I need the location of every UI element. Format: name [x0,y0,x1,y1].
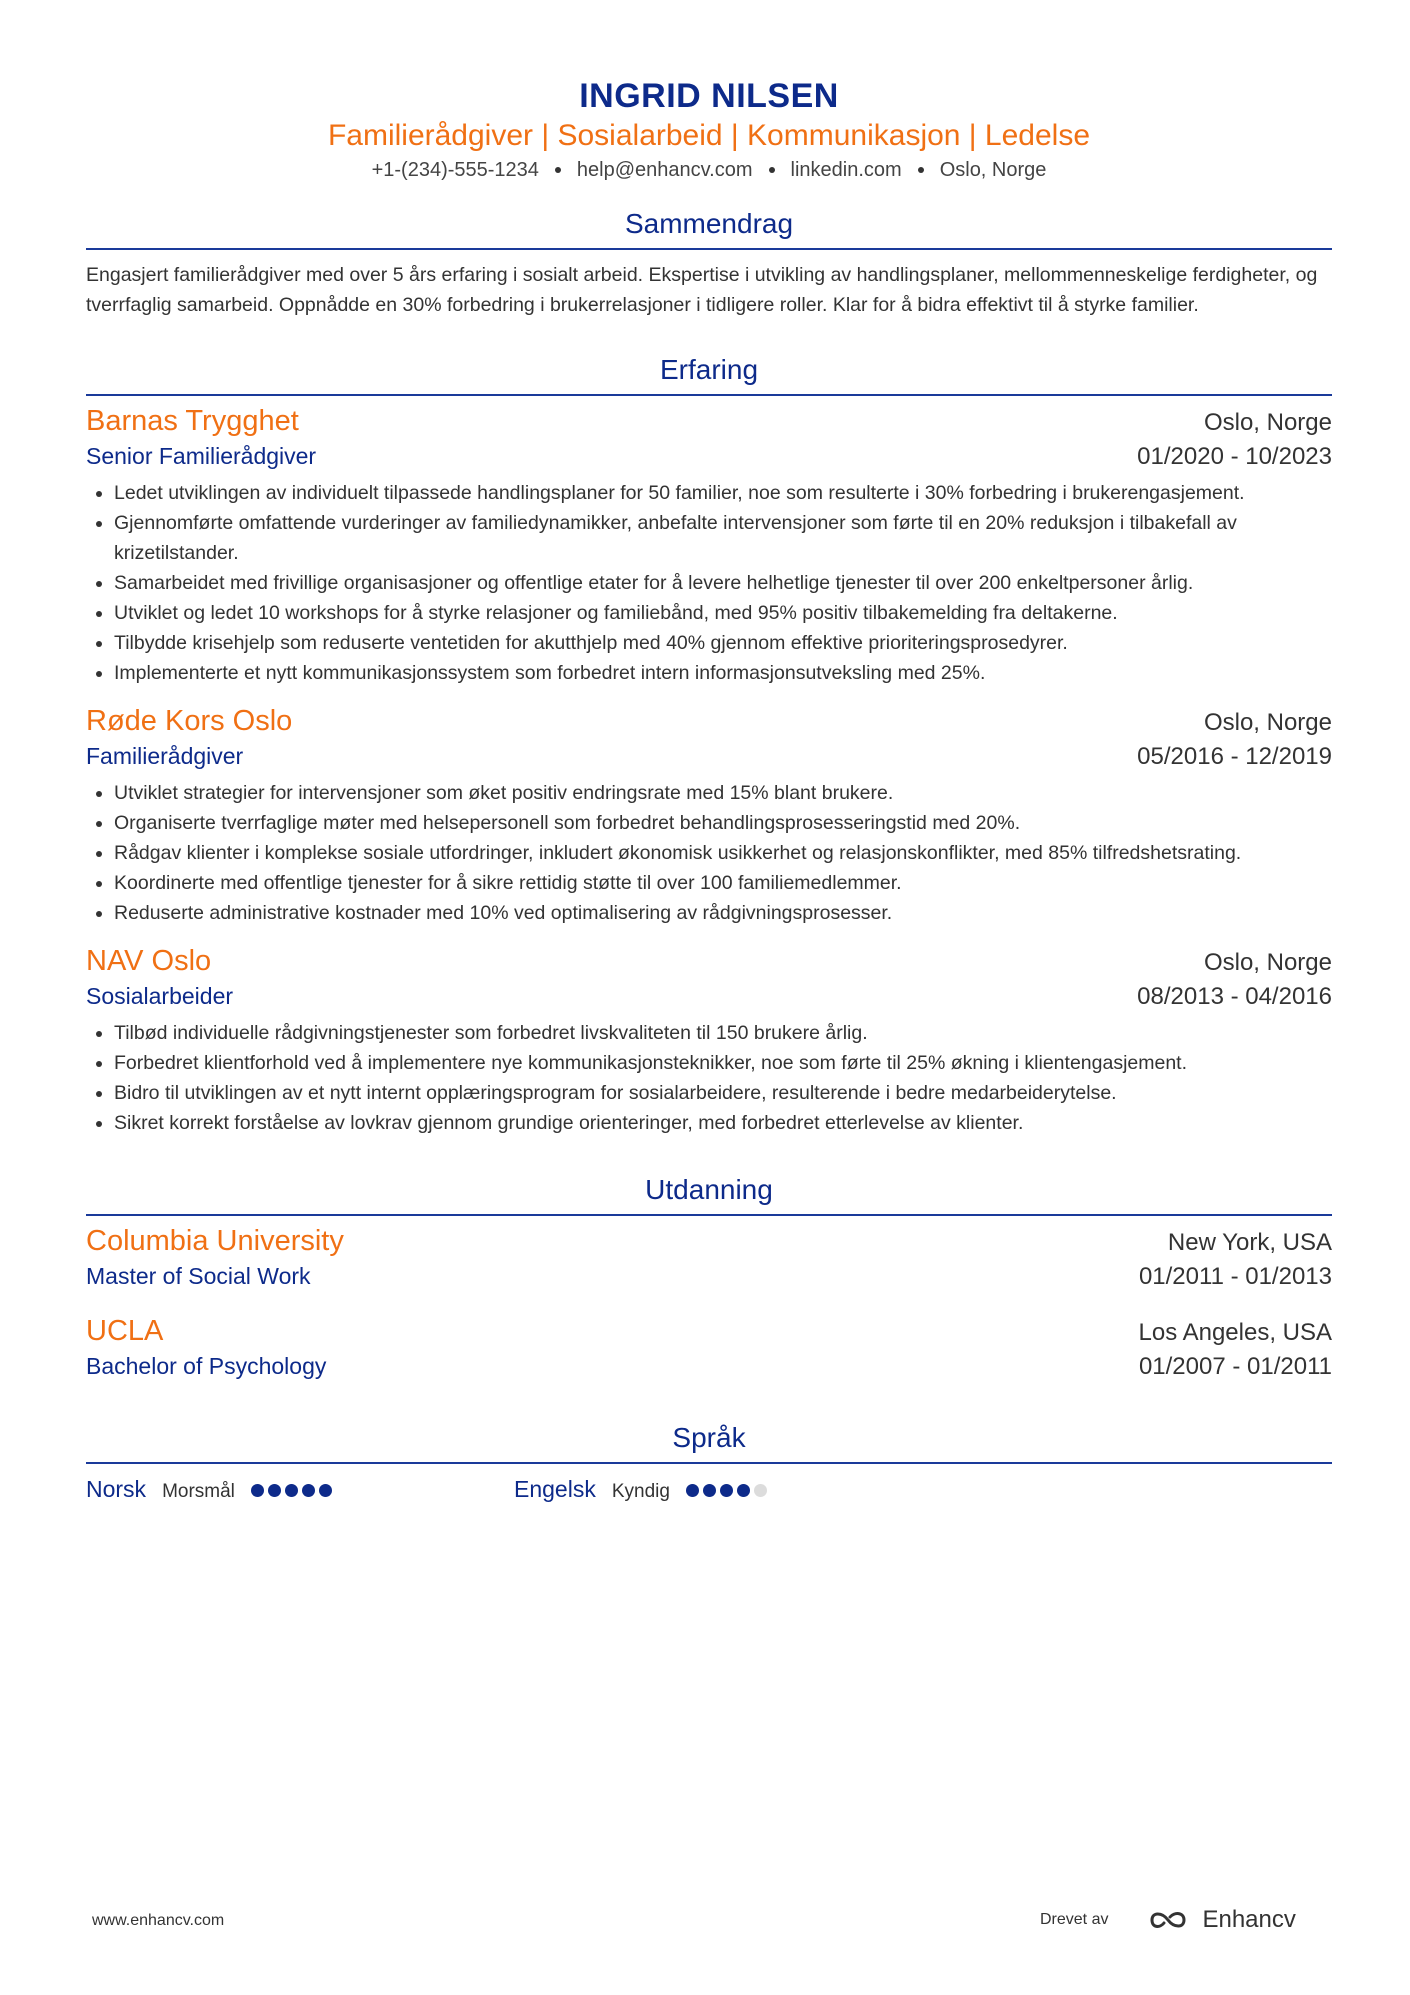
resume-header [86,76,1332,184]
education-entry [86,1222,1332,1292]
language-name: Norsk [86,1476,147,1502]
section-title-languages: Språk [86,1420,1332,1464]
language-rating [686,1484,771,1497]
section-title-education: Utdanning [86,1172,1332,1216]
bullet-item: Bidro til utviklingen av et nytt internt opplæringsprogram for sosialarbeidere, resulterende i bedre medarbeiderytelse. [86,1078,1332,1108]
language-level: Kyndig [611,1481,670,1502]
job-bullets [86,478,1332,688]
job-location: Oslo, Norge [1203,949,1332,976]
language-item [514,1476,771,1503]
rating-dot-filled [703,1484,716,1497]
bullet-item: Samarbeidet med frivillige organisasjoner og offentlige etater for å levere helhetlige tjenester til over 200 enkeltpersoner årlig. [86,568,1332,598]
powered-by-label: Drevet av [1040,1911,1109,1928]
contact-phone: +1-(234)-555-1234 [371,159,539,181]
bullet-item: Sikret korrekt forståelse av lovkrav gjennom grundige orienteringer, med forbedret etterlevelse av klienter. [86,1108,1332,1138]
separator-dot [769,167,775,173]
bullet-item: Organiserte tverrfaglige møter med helsepersonell som forbedret behandlingsprosesseringstid med 20%. [86,808,1332,838]
contact-location: Oslo, Norge [939,159,1047,181]
section-title-experience: Erfaring [86,352,1332,396]
school-location: New York, USA [1167,1229,1332,1256]
enhancv-logo-icon [1148,1908,1192,1932]
bullet-item: Ledet utviklingen av individuelt tilpassede handlingsplaner for 50 familier, noe som resulterte i 30% forbedring i brukerengasjement. [86,478,1332,508]
contact-linkedin[interactable]: linkedin.com [790,159,902,181]
education-dates: 01/2007 - 01/2011 [1138,1353,1332,1380]
job-title: Sosialarbeider [86,983,234,1009]
summary-text: Engasjert familierådgiver med over 5 års erfaring i sosialt arbeid. Ekspertise i utvikling av handlingsplaner, mellommenneskelige ferdigheter, og tverrfaglig samarbeid. Oppnådde en 30% forbedring i brukerrelasjoner i tidligere roller. Klar for å bidra effektivt til å styrke familier. [86,264,1318,316]
language-name: Engelsk [514,1476,596,1502]
footer-branding [1040,1906,1296,1934]
bullet-item: Rådgav klienter i komplekse sosiale utfordringer, inkludert økonomisk usikkerhet og relasjonskonflikter, med 85% tilfredshetsrating. [86,838,1332,868]
job-bullets [86,778,1332,928]
education-section [86,1172,1332,1382]
experience-section [86,352,1332,1138]
candidate-subtitle: Familierådgiver | Sosialarbeid | Kommunikasjon | Ledelse [327,119,1091,152]
bullet-item: Gjennomførte omfattende vurderinger av familiedynamikker, anbefalte intervensjoner som førte til en 20% reduksjon i tilbakefall av krizetilstander. [86,508,1332,568]
job-title: Familierådgiver [86,743,244,769]
degree-title: Master of Social Work [86,1263,311,1289]
experience-entry [86,702,1332,928]
bullet-item: Forbedret klientforhold ved å implementere nye kommunikasjonsteknikker, noe som førte til 25% økning i klientengasjement. [86,1048,1332,1078]
language-level: Morsmål [162,1481,235,1502]
candidate-name: INGRID NILSEN [579,77,839,115]
bullet-item: Utviklet og ledet 10 workshops for å styrke relasjoner og familiebånd, med 95% positiv tilbakemelding fra deltakerne. [86,598,1332,628]
bullet-item: Tilbød individuelle rådgivningstjenester som forbedret livskvaliteten til 150 brukere årlig. [86,1018,1332,1048]
rating-dot-empty [754,1484,767,1497]
rating-dot-filled [251,1484,264,1497]
school-name: Columbia University [86,1225,344,1257]
company-name: NAV Oslo [86,945,212,977]
company-name: Barnas Trygghet [86,405,299,437]
experience-entry [86,942,1332,1138]
bullet-item: Tilbydde krisehjelp som reduserte ventetiden for akutthjelp med 40% gjennom effektive prioriteringsprosedyrer. [86,628,1332,658]
company-name: Røde Kors Oslo [86,705,293,737]
rating-dot-filled [285,1484,298,1497]
school-name: UCLA [86,1315,164,1347]
job-dates: 05/2016 - 12/2019 [1137,743,1332,770]
bullet-item: Implementerte et nytt kommunikasjonssystem som forbedret intern informasjonsutveksling med 25%. [86,658,1332,688]
rating-dot-filled [720,1484,733,1497]
bullet-item: Reduserte administrative kostnader med 10% ved optimalisering av rådgivningsprosesser. [86,898,1332,928]
degree-title: Bachelor of Psychology [86,1353,327,1379]
job-location: Oslo, Norge [1203,409,1332,436]
separator-dot [555,167,561,173]
enhancv-logo[interactable] [1148,1906,1295,1934]
job-dates: 01/2020 - 10/2023 [1137,443,1332,470]
language-item [86,1476,514,1503]
job-bullets [86,1018,1332,1138]
job-title: Senior Familierådgiver [86,443,317,469]
education-entry [86,1312,1332,1382]
job-location: Oslo, Norge [1203,709,1332,736]
summary-section [86,206,1332,320]
contact-line [86,156,1332,184]
languages-section [86,1420,1332,1503]
section-title-summary: Sammendrag [86,206,1332,250]
rating-dot-filled [319,1484,332,1497]
rating-dot-filled [737,1484,750,1497]
bullet-item: Koordinerte med offentlige tjenester for å sikre rettidig støtte til over 100 familiemedlemmer. [86,868,1332,898]
separator-dot [918,167,924,173]
rating-dot-filled [302,1484,315,1497]
brand-name: Enhancv [1202,1906,1296,1933]
bullet-item: Utviklet strategier for intervensjoner som øket positiv endringsrate med 15% blant brukere. [86,778,1332,808]
education-dates: 01/2011 - 01/2013 [1138,1263,1332,1290]
rating-dot-filled [686,1484,699,1497]
experience-entry [86,402,1332,688]
job-dates: 08/2013 - 04/2016 [1137,983,1332,1010]
footer-website[interactable]: www.enhancv.com [92,1912,225,1929]
rating-dot-filled [268,1484,281,1497]
school-location: Los Angeles, USA [1138,1319,1332,1346]
resume-page [86,0,1332,1503]
contact-email[interactable]: help@enhancv.com [576,159,753,181]
language-rating [251,1484,336,1497]
